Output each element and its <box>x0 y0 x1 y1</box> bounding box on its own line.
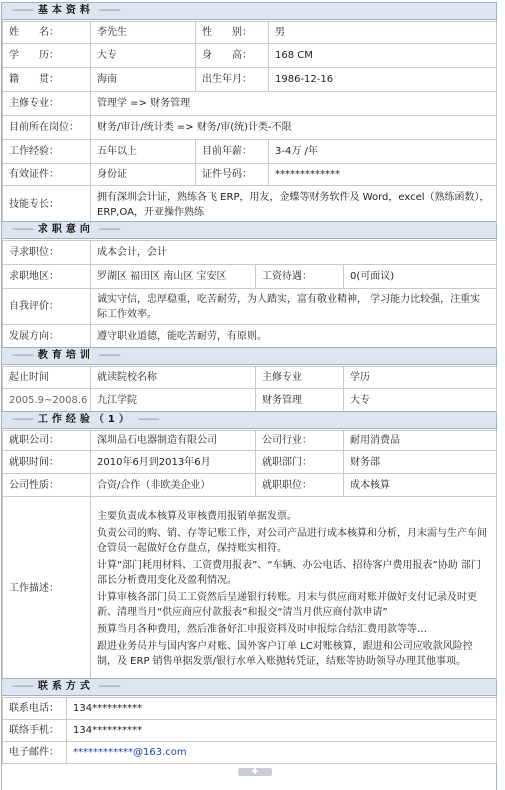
work-table <box>2 430 497 681</box>
description-line: 主要负责成本核算及审核费用报销单据发票。 <box>97 510 297 522</box>
work-description <box>91 497 497 681</box>
description-line: 预算当月各种费用，然后准备好汇申报资料及时申报综合结汇费用款等等… <box>97 623 427 635</box>
label: 联系电话： <box>3 698 67 720</box>
label: 工作描述： <box>3 497 91 681</box>
label: 就职时间： <box>3 451 91 474</box>
section-title: 联系方式 <box>37 681 94 692</box>
area-value: 罗湖区 福田区 南山区 宝安区 <box>91 265 256 289</box>
label: 联络手机： <box>3 720 67 742</box>
salary-value: 3-4万 /年 <box>269 140 497 164</box>
section-title: 求职意向 <box>37 224 94 235</box>
section-title: 工作经验（1） <box>37 414 133 425</box>
plus-icon: ✚ <box>251 767 259 776</box>
label: 电子邮件： <box>3 742 67 764</box>
phone-value: 134********** <box>67 698 497 720</box>
label: 就职职位： <box>256 474 344 497</box>
section-header-work: -------- 工作经验（1） -------- <box>2 411 496 429</box>
column-header: 主修专业 <box>256 367 344 389</box>
label: 工资待遇： <box>256 265 344 289</box>
label: 技能专长： <box>3 186 91 224</box>
department-value: 财务部 <box>344 451 497 474</box>
column-header: 学历 <box>344 367 497 389</box>
label: 目前年薪： <box>196 140 269 164</box>
name-value: 李先生 <box>91 22 196 44</box>
label: 籍 贯： <box>3 68 91 92</box>
email-link[interactable]: ************@163.com <box>67 742 497 764</box>
gender-value: 男 <box>269 22 497 44</box>
section-header-intent: -------- 求职意向 -------- <box>2 221 496 239</box>
education-table <box>2 366 497 413</box>
label: 学 历： <box>3 44 91 68</box>
description-line: 计算审核各部门员工工资然后呈递银行转账。月末与供应商对账并做好支付记录及时更新、清理当月“供应商应付款报表”和报交“清当月供应商付款申请” <box>97 591 477 618</box>
table-cell: 大专 <box>344 389 497 413</box>
years-value: 五年以上 <box>91 140 196 164</box>
intent-table <box>2 240 497 349</box>
table-cell: 九江学院 <box>91 389 256 413</box>
skills-value: 拥有深圳会计证，熟练各飞 ERP，用友，金蝶等财务软件及 Word，excel（熟练函数），ERP,OA，开亚操作熟练 <box>91 186 497 224</box>
table-cell: 财务管理 <box>256 389 344 413</box>
company-value: 深圳品石电器制造有限公司 <box>91 431 256 451</box>
description-line: 跟进业务员并与国内客户对账、国外客户订单 LC对账核算，跟进和公司应收款风险控制，及 ERP 销售单据发票/银行水单入账抛转凭证，结账等协助领导办理其他事项。 <box>97 640 473 667</box>
label: 自我评价： <box>3 289 91 325</box>
birth-value: 1986-12-16 <box>269 68 497 92</box>
contact-table <box>2 697 497 764</box>
job-title-value: 成本核算 <box>344 474 497 497</box>
native-value: 海南 <box>91 68 196 92</box>
description-line: 负责公司的购、销、存等记账工作，对公司产品进行成本核算和分析，月末需与生产车间仓管员一起做好仓存盘点，保持账实相符。 <box>97 527 487 554</box>
basic-info-table <box>2 21 497 224</box>
label: 公司性质： <box>3 474 91 497</box>
expand-button[interactable] <box>238 768 272 776</box>
label: 主修专业： <box>3 92 91 116</box>
position-value: 财务/审计/统计类 => 财务/审(统)计类-不限 <box>91 116 497 140</box>
label: 身 高： <box>196 44 269 68</box>
section-header-education: -------- 教育培训 -------- <box>2 347 496 365</box>
label: 发展方向： <box>3 325 91 349</box>
section-title: 教育培训 <box>37 350 94 361</box>
education-value: 大专 <box>91 44 196 68</box>
industry-value: 耐用消费品 <box>344 431 497 451</box>
column-header: 起止时间 <box>3 367 91 389</box>
table-cell: 2005.9~2008.6 <box>3 389 91 413</box>
height-value: 168 CM <box>269 44 497 68</box>
label: 求职地区： <box>3 265 91 289</box>
label: 就职部门： <box>256 451 344 474</box>
work-time-value: 2010年6月到2013年6月 <box>91 451 256 474</box>
label: 姓 名： <box>3 22 91 44</box>
direction-value: 遵守职业道德，能吃苦耐劳，有原则。 <box>91 325 497 349</box>
label: 寻求职位： <box>3 241 91 265</box>
self-evaluation-value: 诚实守信，忠厚稳重，吃苦耐劳，为人踏实，富有敬业精神， 学习能力比较强，注重实际工作效率。 <box>91 289 497 325</box>
label: 有效证件： <box>3 164 91 186</box>
section-header-basic: -------- 基本资料 -------- <box>2 2 496 20</box>
section-header-contact: -------- 联系方式 -------- <box>2 678 496 696</box>
label: 出生年月： <box>196 68 269 92</box>
treatment-value: 0(可面议) <box>344 265 497 289</box>
label: 就职公司： <box>3 431 91 451</box>
id-number-value: ************* <box>269 164 497 186</box>
label: 证件号码： <box>196 164 269 186</box>
label: 目前所在岗位： <box>3 116 91 140</box>
job-value: 成本会计，会计 <box>91 241 497 265</box>
mobile-value: 134********** <box>67 720 497 742</box>
label: 工作经验： <box>3 140 91 164</box>
description-line: 计算“部门耗用材料、工资费用报表”、“车辆、办公电话、招待客户费用报表”协助 部门部长分析费用变化及盈利情况。 <box>97 559 481 586</box>
company-nature-value: 合资/合作（非欧美企业） <box>91 474 256 497</box>
label: 公司行业： <box>256 431 344 451</box>
section-title: 基本资料 <box>37 5 94 16</box>
major-value: 管理学 => 财务管理 <box>91 92 497 116</box>
id-type-value: 身份证 <box>91 164 196 186</box>
column-header: 就读院校名称 <box>91 367 256 389</box>
label: 性 别： <box>196 22 269 44</box>
